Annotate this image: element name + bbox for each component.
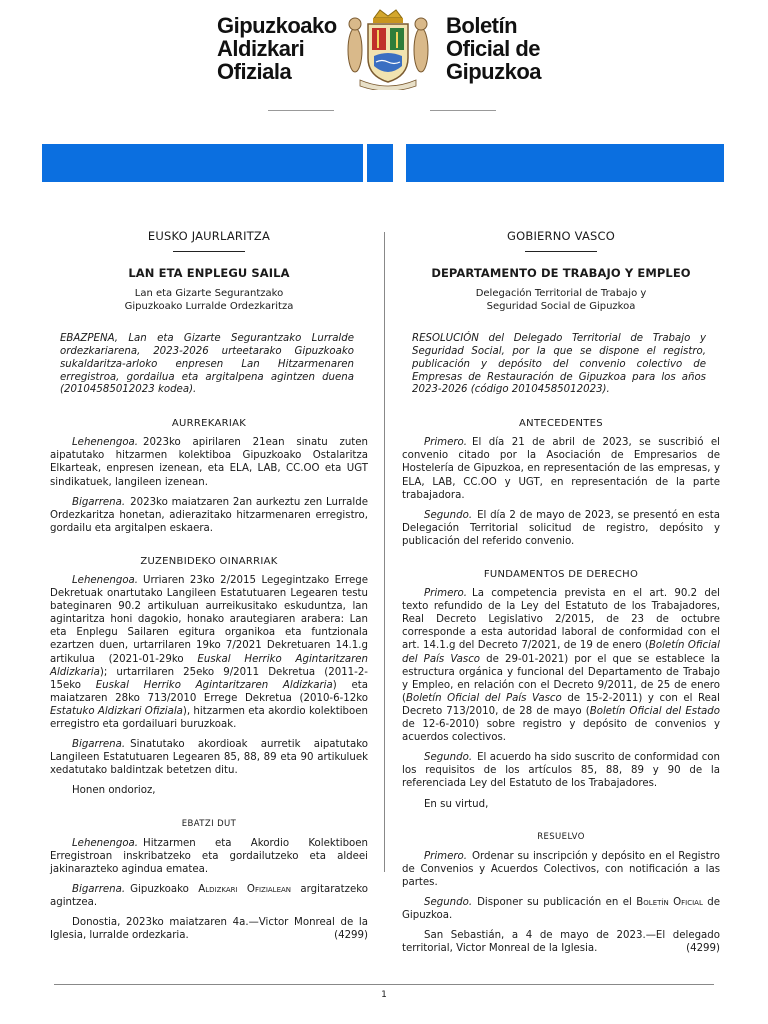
signature-line	[50, 916, 368, 942]
paragraph-lead: Lehenengoa.	[72, 437, 139, 449]
department-name: DEPARTAMENTO DE TRABAJO Y EMPLEO	[431, 266, 691, 281]
signature-text: Donostia, 2023ko maiatzaren 4a.—Victor Monreal de la Iglesia, lurralde ordezkaria.	[50, 917, 368, 942]
sub-department-line: Gipuzkoako Lurralde Ordezkaritza	[124, 301, 294, 313]
paragraph-text: Urriaren 23ko 2/2015 Legegintzako Errege Dekretuak onartutako Langileen Estatutuaren Legearen testu bateginaren 90.2 artikuluan aurreikusitako eskuduntza, lan agintaritza honi dagokio, honako arautegiaren arabera: Lan eta Enplegu Sailaren egitura organikoa eta funtzionala ezartzen duen, urtarrilaren 19ko 7/2021 Dekretuaren 14.1.g artikulua (2021-01-29ko	[50, 575, 368, 665]
title-line: Aldizkari	[217, 36, 305, 61]
column-basque	[50, 220, 368, 949]
page-header	[0, 0, 768, 140]
paragraph	[402, 436, 720, 501]
paragraph-text: de 15-2-2011) y con el Real Decreto 713/2010, de 28 de mayo (	[402, 692, 720, 717]
publication-name: Boletín Oficial	[636, 896, 703, 908]
section-heading: ANTECEDENTES	[519, 418, 603, 430]
resolution-summary: RESOLUCIÓN del Delegado Territorial de Trabajo y Seguridad Social, por la que se dispone el registro, publicación y depósito del convenio colectivo de Empresas de Restauración de Gipuzkoa para los años 2023-2026 (código 20104585012023).	[412, 333, 706, 396]
header-rule-right	[430, 110, 496, 111]
paragraph-text: ), hitzarmen eta akordio kolektiboen erregistro eta gordailuari buruzkoak.	[50, 705, 368, 731]
publication-name: Boletín Oficial del País Vasco	[405, 692, 562, 704]
publication-title-spanish	[446, 14, 586, 83]
paragraph-text: de 29-01-2021) por el que se establece la estructura orgánica y funcional del Departamento de Trabajo y Empleo, en relación con el Decreto 9/2011, de 25 de enero (	[402, 653, 720, 704]
paragraph	[50, 574, 368, 731]
publication-name: Boletín Oficial del Estado	[589, 705, 721, 717]
publication-title-basque	[217, 14, 347, 83]
paragraph	[402, 751, 720, 790]
department-name: LAN ETA ENPLEGU SAILA	[128, 266, 290, 281]
column-divider	[384, 232, 385, 872]
title-line: Ofiziala	[217, 59, 292, 84]
paragraph	[50, 837, 368, 876]
section-heading: FUNDAMENTOS DE DERECHO	[483, 569, 639, 581]
paragraph	[402, 587, 720, 744]
blue-band-left	[42, 144, 363, 182]
sub-department-line: Seguridad Social de Gipuzkoa	[486, 301, 636, 313]
sub-department	[402, 287, 720, 313]
header-rule-left	[268, 110, 334, 111]
paragraph-text: El día 2 de mayo de 2023, se presentó en esta Delegación Territorial solicitud de registro, depósito y publicación del referido convenio.	[402, 509, 720, 547]
paragraph-lead: Primero.	[424, 588, 468, 600]
paragraph: En su virtud,	[424, 798, 489, 810]
paragraph-text: La competencia prevista en el art. 90.2 del texto refundido de la Ley del Estatuto de los Trabajadores, Real Decreto Legislativo 2/2015, de 23 de octubre corresponde a esta autoridad laboral de conformidad con el art. 14.1.g del Decreto 7/2021, de 19 de enero (	[402, 588, 720, 652]
organization-name: GOBIERNO VASCO	[507, 229, 615, 243]
publication-name: Boletín Oficial del País Vasco	[402, 640, 720, 665]
title-line: Boletín	[446, 13, 518, 38]
sub-department-line: Delegación Territorial de Trabajo y	[475, 288, 647, 300]
title-line: Gipuzkoako	[217, 13, 337, 38]
paragraph-lead: Bigarrena.	[72, 883, 126, 895]
paragraph-lead: Segundo.	[424, 752, 473, 764]
paragraph-lead: Segundo.	[424, 509, 473, 521]
paragraph	[50, 883, 368, 909]
paragraph	[402, 896, 720, 922]
blue-band-center	[367, 144, 393, 182]
title-line: Oficial de	[446, 36, 541, 61]
paragraph-lead: Lehenengoa.	[72, 837, 139, 849]
publication-name: Euskal Herriko Agintaritzaren Aldizkaria	[95, 679, 333, 691]
paragraph-text: 2023ko apirilaren 21ean sinatu zuten aipatutako hitzarmen kolektiboa Gipuzkoako Ostalaritza Elkarteak, enpresen izenean, eta ELA, LAB, CC.OO eta UGT sindikatuek, langileen izenean.	[50, 437, 368, 488]
paragraph-text: de 12-6-2010) sobre registro y depósito de convenios y acuerdos colectivos.	[402, 719, 720, 744]
publication-name: Aldizkari Ofizialean	[198, 883, 292, 895]
paragraph-text: Gipuzkoako	[130, 883, 199, 895]
paragraph	[50, 436, 368, 488]
section-heading: EBATZI DUT	[181, 818, 237, 829]
footer-rule	[54, 984, 714, 985]
section-heading: RESUELVO	[537, 831, 585, 842]
publication-name: Euskal Herriko Agintaritzaren Aldizkaria	[50, 653, 368, 678]
paragraph-text: 2023ko maiatzaren 2an aurkeztu zen Lurralde Ordezkaritza honetan, adierazitako hitzarmenaren erregistro, gordailu eta argitalpen eskaera.	[50, 496, 368, 534]
paragraph	[50, 738, 368, 777]
paragraph-text: El día 21 de abril de 2023, se suscribió el convenio citado por la Asociación de Empresarios de Hostelería de Gipuzkoa, en representación de las empresas, y ELA, LAB, CC.OO y UGT, en representación de la parte trabajadora.	[402, 437, 720, 501]
reference-number: (4299)	[686, 943, 720, 955]
paragraph-text: Hitzarmen eta Akordio Kolektiboen Erregistroan inskribatzeko eta gordailutzeko eta aldeei jakinarazteko agindua ematea.	[50, 837, 368, 875]
sub-department-line: Lan eta Gizarte Segurantzako	[134, 288, 284, 300]
paragraph-text: ); urtarrilaren 25eko 9/2011 Dekretua (2011-2-15eko	[50, 666, 368, 691]
paragraph-text: ) eta maiatzaren 28ko 713/2010 Errege Dekretua (2010-6-12ko	[50, 679, 368, 704]
paragraph-lead: Lehenengoa.	[72, 575, 139, 587]
section-heading: ZUZENBIDEKO OINARRIAK	[140, 555, 278, 567]
signature-line	[402, 929, 720, 955]
publication-name: Estatuko Aldizkari Ofiziala	[50, 705, 183, 717]
paragraph	[402, 850, 720, 889]
heading-rule	[525, 251, 597, 252]
gipuzkoa-coat-of-arms-logo	[340, 6, 436, 90]
paragraph-lead: Bigarrena.	[72, 496, 126, 508]
paragraph	[50, 496, 368, 535]
resolution-summary: EBAZPENA, Lan eta Gizarte Segurantzako Lurralde ordezkariarena, 2023-2026 urteetarako Gipuzkoako sukaldaritza-arloko enpresen Lan Hitzarmenaren erregistroa, gordailua eta argitalpena agintzen duena (20104585012023 kodea).	[60, 333, 354, 396]
sub-department	[50, 287, 368, 313]
paragraph-lead: Bigarrena.	[72, 739, 126, 751]
reference-number: (4299)	[334, 930, 368, 942]
blue-band-right	[406, 144, 724, 182]
paragraph	[402, 509, 720, 548]
heading-rule	[173, 251, 245, 252]
paragraph-text: Sinatutako akordioak aurretik aipatutako Langileen Estatutuaren Legearen 85, 88, 89 eta 90 artikuluek xedatutako baldintzak betetzen ditu.	[50, 739, 368, 777]
paragraph-text: de Gipuzkoa.	[402, 896, 720, 922]
signature-text: San Sebastián, a 4 de mayo de 2023.—El delegado territorial, Victor Monreal de la Iglesia.	[402, 930, 720, 955]
paragraph-text: Disponer su publicación en el	[477, 896, 637, 908]
paragraph-text: Ordenar su inscripción y depósito en el Registro de Convenios y Acuerdos Colectivos, con notificación a las partes.	[402, 850, 720, 888]
paragraph: Honen ondorioz,	[72, 785, 156, 797]
page-number: 1	[381, 990, 387, 1000]
paragraph-text: El acuerdo ha sido suscrito de conformidad con los requisitos de los artículos 85, 88, 89 y 90 de la referenciada Ley del Estatuto de los Trabajadores.	[402, 752, 720, 790]
title-line: Gipuzkoa	[446, 59, 542, 84]
paragraph-lead: Primero.	[424, 437, 468, 449]
paragraph-lead: Primero.	[424, 850, 468, 862]
column-spanish	[402, 220, 720, 962]
paragraph-lead: Segundo.	[424, 896, 473, 908]
paragraph-text: argitaratzeko agintzea.	[50, 883, 369, 908]
organization-name: EUSKO JAURLARITZA	[147, 229, 271, 243]
section-heading: AURREKARIAK	[171, 418, 247, 430]
